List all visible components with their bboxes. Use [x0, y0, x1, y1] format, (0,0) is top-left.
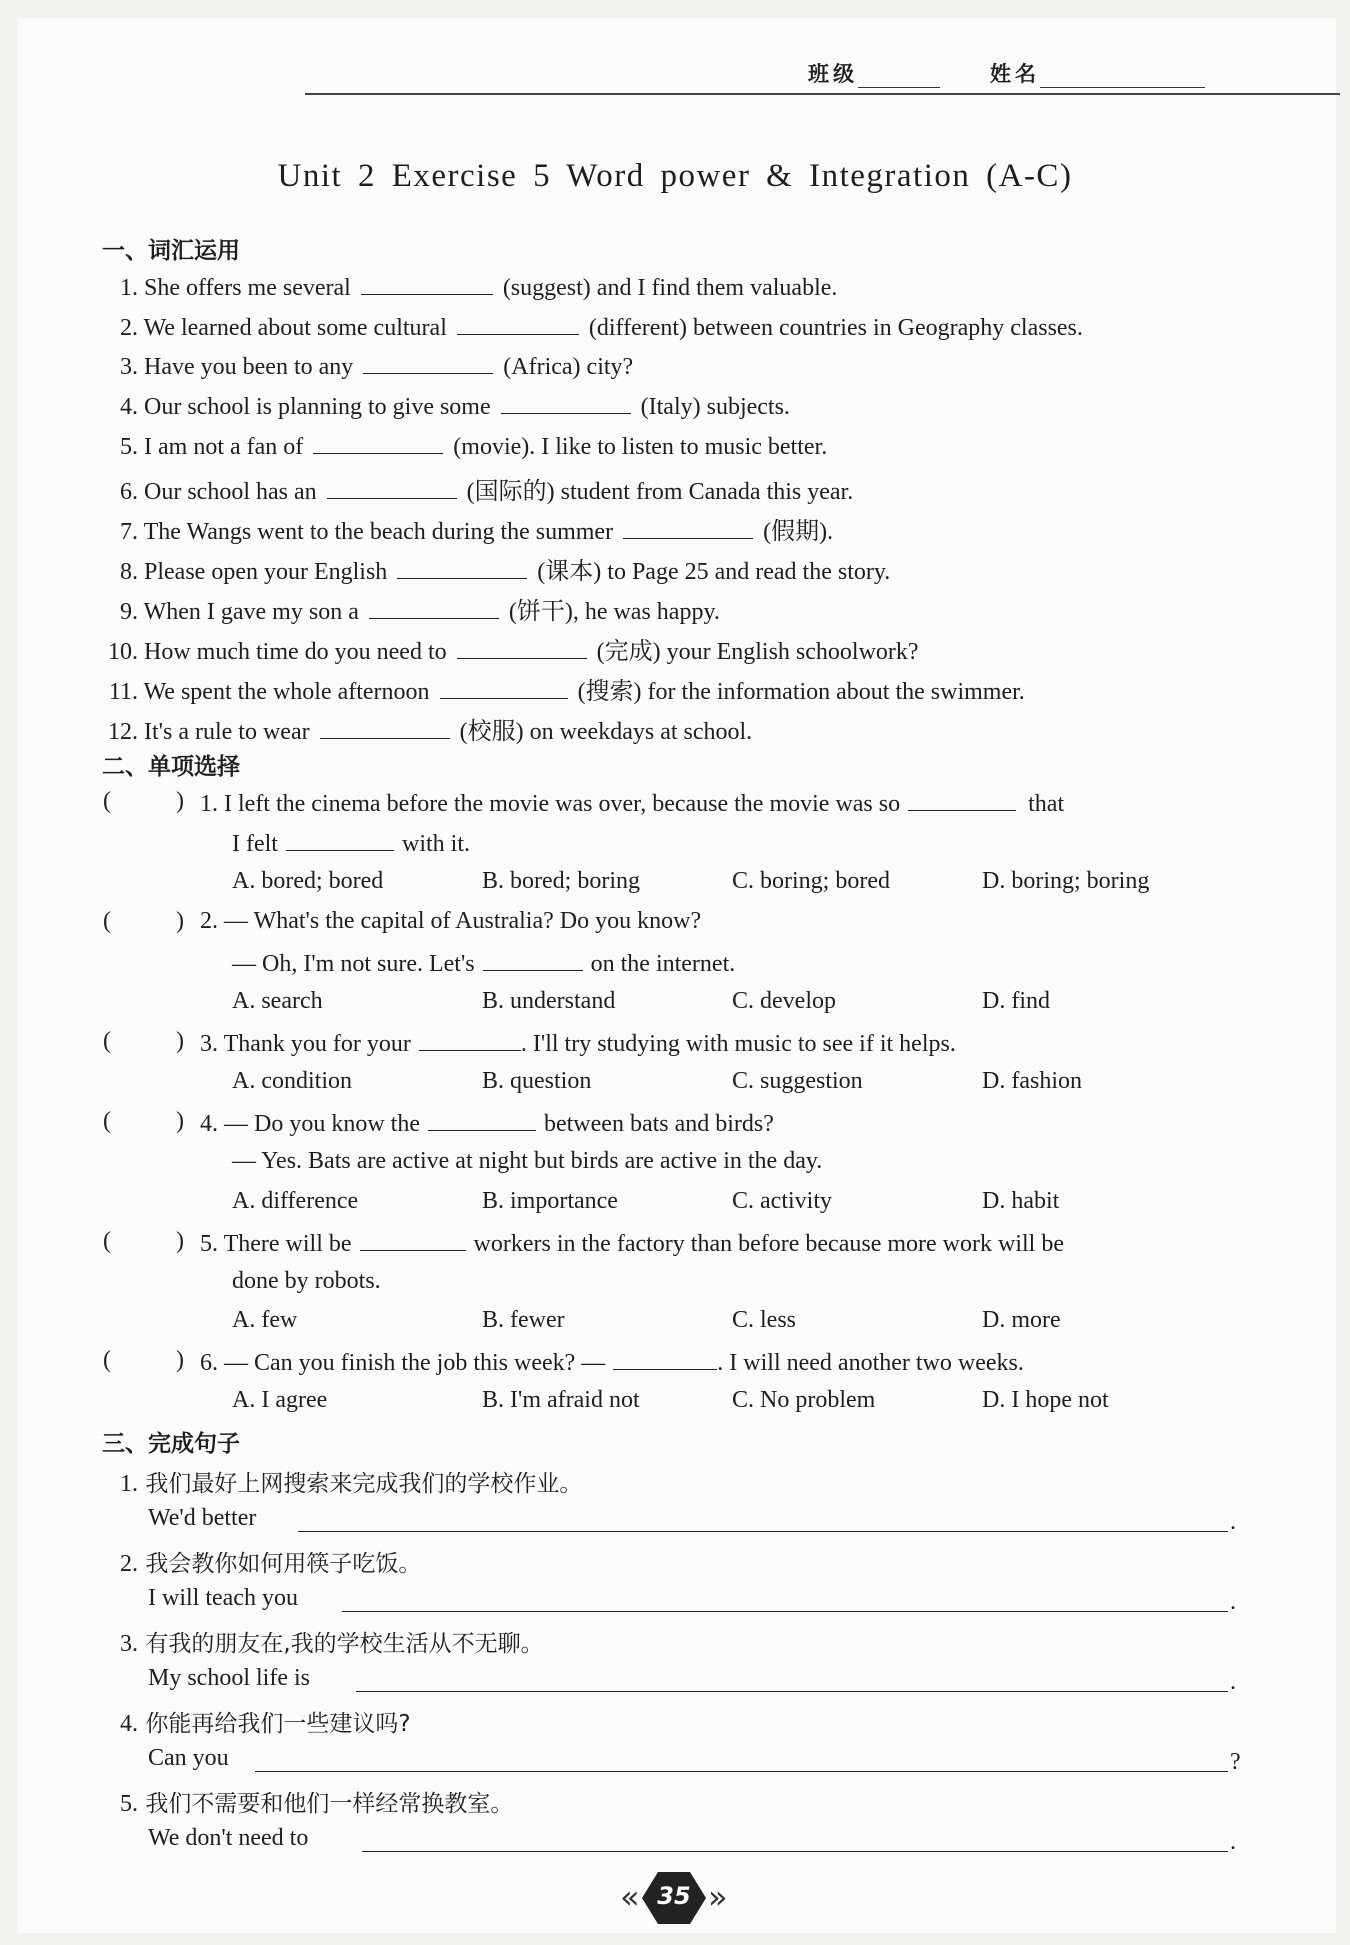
question-text: between bats and birds? [543, 1111, 774, 1137]
answer-blank[interactable] [313, 431, 443, 454]
item-hint: (suggest) and I find them valuable. [502, 275, 838, 301]
answer-blank[interactable] [327, 476, 457, 499]
option-b[interactable]: B. fewer [482, 1307, 565, 1333]
answer-line[interactable] [342, 1611, 1228, 1612]
item-hint: (movie). I like to listen to music better. [453, 434, 828, 460]
vocab-item [104, 272, 837, 302]
mc-question-6 [200, 1347, 1024, 1377]
mc-question-1 [200, 788, 1064, 818]
answer-blank[interactable] [419, 1028, 521, 1051]
item-text: Our school has an [144, 479, 317, 505]
sentence-start: We'd better [148, 1505, 257, 1531]
item-text: We learned about some cultural [143, 315, 447, 341]
vocab-item [104, 631, 919, 666]
answer-blank[interactable] [360, 1228, 466, 1251]
question-number: 5. [200, 1231, 218, 1257]
item-number: 2. [120, 315, 138, 341]
option-a[interactable]: A. few [232, 1307, 298, 1333]
question-number: 1. [200, 791, 218, 817]
option-b[interactable]: B. question [482, 1068, 592, 1094]
vocab-item [104, 391, 790, 421]
option-d[interactable]: D. more [982, 1307, 1061, 1333]
answer-paren-open[interactable]: ( [103, 1347, 111, 1373]
option-d[interactable]: D. boring; boring [982, 868, 1150, 894]
option-d[interactable]: D. fashion [982, 1068, 1082, 1094]
answer-blank[interactable] [501, 391, 631, 414]
question-text: . I will need another two weeks. [717, 1350, 1024, 1376]
answer-blank[interactable] [363, 351, 493, 374]
item-number: 11. [108, 679, 138, 705]
option-d[interactable]: D. I hope not [982, 1387, 1109, 1413]
chinese-sentence: 有我的朋友在,我的学校生活从不无聊。 [145, 1631, 544, 1657]
mc-question-3 [200, 1028, 956, 1058]
class-blank[interactable] [858, 63, 940, 88]
answer-blank[interactable] [320, 716, 450, 739]
item-number: 4. [120, 1711, 138, 1737]
sentence-prompt [104, 1465, 582, 1498]
option-c[interactable]: C. less [732, 1307, 797, 1333]
chinese-sentence: 我会教你如何用筷子吃饭。 [145, 1551, 422, 1577]
left-chevron-icon: « [620, 1878, 640, 1916]
mc-question-4-cont: — Yes. Bats are active at night but birds are active in the day. [232, 1148, 823, 1174]
answer-paren-close[interactable]: ) [176, 908, 184, 934]
item-hint: (饼干), he was happy. [508, 599, 720, 625]
end-punctuation: . [1230, 1509, 1236, 1535]
section-heading-multiple-choice: 二、单项选择 [102, 754, 240, 780]
item-text: I am not a fan of [144, 434, 304, 460]
question-number: 6. [200, 1350, 218, 1376]
option-b[interactable]: B. bored; boring [482, 868, 640, 894]
item-number: 1. [120, 275, 138, 301]
question-text: — Do you know the [224, 1111, 420, 1137]
answer-blank[interactable] [397, 556, 527, 579]
mc-question-5-cont: done by robots. [232, 1268, 381, 1294]
item-text: She offers me several [144, 275, 351, 301]
answer-blank[interactable] [483, 948, 583, 971]
option-a[interactable]: A. I agree [232, 1387, 328, 1413]
sentence-start: Can you [148, 1745, 229, 1771]
question-text: I left the cinema before the movie was over, because the movie was so [224, 791, 901, 817]
item-text: When I gave my son a [143, 599, 359, 625]
item-number: 4. [120, 394, 138, 420]
option-c[interactable]: C. activity [732, 1188, 832, 1214]
question-text: that [1028, 791, 1065, 817]
item-hint: (校服) on weekdays at school. [459, 719, 753, 745]
option-c[interactable]: C. boring; bored [732, 868, 890, 894]
item-number: 6. [120, 479, 138, 505]
vocab-item [104, 471, 853, 506]
section-heading-complete-sentences: 三、完成句子 [102, 1431, 240, 1457]
answer-blank[interactable] [457, 312, 579, 335]
chinese-sentence: 我们不需要和他们一样经常换教室。 [145, 1791, 514, 1817]
question-number: 3. [200, 1031, 218, 1057]
sentence-start: We don't need to [148, 1825, 309, 1851]
answer-blank[interactable] [428, 1108, 536, 1131]
vocab-item [104, 591, 720, 626]
answer-paren-open[interactable]: ( [103, 788, 111, 814]
item-hint: (假期). [763, 519, 834, 545]
item-hint: (课本) to Page 25 and read the story. [537, 559, 891, 585]
answer-paren-close[interactable]: ) [176, 1028, 184, 1054]
item-number: 3. [120, 354, 138, 380]
question-text: There will be [223, 1231, 352, 1257]
item-number: 7. [120, 519, 138, 545]
item-hint: (Italy) subjects. [640, 394, 790, 420]
end-punctuation: . [1230, 1589, 1236, 1615]
answer-blank[interactable] [908, 788, 1016, 811]
question-text: Thank you for your [223, 1031, 411, 1057]
item-number: 3. [120, 1631, 138, 1657]
answer-blank[interactable] [623, 516, 753, 539]
question-text: with it. [401, 831, 470, 857]
answer-paren-close[interactable]: ) [176, 1108, 184, 1134]
sentence-prompt [104, 1545, 421, 1578]
right-chevron-icon: » [708, 1878, 728, 1916]
option-c[interactable]: C. No problem [732, 1387, 876, 1413]
answer-paren-open[interactable]: ( [103, 1028, 111, 1054]
item-number: 2. [120, 1551, 138, 1577]
answer-line[interactable] [255, 1771, 1228, 1772]
name-label: 姓名 [990, 62, 1040, 86]
mc-question-1-cont [232, 828, 470, 858]
answer-paren-close[interactable]: ) [176, 1347, 184, 1373]
mc-question-2 [200, 908, 701, 935]
sentence-prompt [104, 1625, 544, 1658]
chinese-sentence: 你能再给我们一些建议吗? [145, 1711, 411, 1737]
question-text: . I'll try studying with music to see if it helps. [520, 1031, 956, 1057]
page-number: 35 [657, 1882, 691, 1910]
option-a[interactable]: A. search [232, 988, 323, 1014]
item-text: We spent the whole afternoon [143, 679, 430, 705]
header-rule [305, 93, 1340, 95]
vocab-item [104, 671, 1025, 706]
vocab-item [104, 312, 1083, 342]
option-d[interactable]: D. habit [982, 1188, 1060, 1214]
answer-paren-open[interactable]: ( [103, 1108, 111, 1134]
item-text: Please open your English [144, 559, 388, 585]
mc-question-4 [200, 1108, 774, 1138]
end-punctuation: . [1230, 1829, 1236, 1855]
class-label: 班级 [808, 62, 858, 86]
student-info-header [808, 58, 1205, 88]
item-number: 9. [120, 599, 138, 625]
item-text: The Wangs went to the beach during the summer [143, 519, 614, 545]
question-text: on the internet. [590, 951, 736, 977]
item-text: How much time do you need to [144, 639, 447, 665]
item-number: 5. [120, 1791, 138, 1817]
answer-blank[interactable] [361, 272, 493, 295]
item-text: It's a rule to wear [144, 719, 310, 745]
answer-paren-close[interactable]: ) [176, 788, 184, 814]
answer-line[interactable] [356, 1691, 1228, 1692]
answer-blank[interactable] [286, 828, 394, 851]
answer-line[interactable] [298, 1531, 1228, 1532]
item-hint: (different) between countries in Geography classes. [588, 315, 1083, 341]
option-a[interactable]: A. condition [232, 1068, 352, 1094]
vocab-item [104, 351, 633, 381]
vocab-item [104, 711, 752, 746]
section-heading-vocabulary: 一、词汇运用 [102, 238, 240, 264]
mc-question-2-cont [232, 948, 735, 978]
sentence-prompt [104, 1705, 411, 1738]
answer-blank[interactable] [369, 596, 499, 619]
sentence-prompt [104, 1785, 513, 1818]
answer-line[interactable] [362, 1851, 1228, 1852]
option-d[interactable]: D. find [982, 988, 1050, 1014]
answer-paren-close[interactable]: ) [176, 1228, 184, 1254]
end-punctuation: . [1230, 1669, 1236, 1695]
sentence-start: I will teach you [148, 1585, 298, 1611]
vocab-item [104, 551, 890, 586]
answer-blank[interactable] [440, 676, 568, 699]
answer-blank[interactable] [457, 636, 587, 659]
item-hint: (搜索) for the information about the swimmer. [577, 679, 1025, 705]
option-b[interactable]: B. understand [482, 988, 616, 1014]
item-text: Our school is planning to give some [144, 394, 491, 420]
item-number: 12. [108, 719, 138, 745]
page-title: Unit 2 Exercise 5 Word power & Integration (A-C) [277, 158, 1073, 194]
item-hint: (Africa) city? [503, 354, 634, 380]
vocab-item [104, 431, 827, 461]
option-c[interactable]: C. suggestion [732, 1068, 863, 1094]
question-text: I felt [232, 831, 278, 857]
answer-blank[interactable] [613, 1347, 717, 1370]
sentence-start: My school life is [148, 1665, 310, 1691]
item-hint: (完成) your English schoolwork? [596, 639, 919, 665]
end-punctuation: ? [1230, 1749, 1241, 1775]
answer-paren-open[interactable]: ( [103, 908, 111, 934]
item-number: 8. [120, 559, 138, 585]
item-number: 5. [120, 434, 138, 460]
mc-question-5 [200, 1228, 1064, 1258]
question-number: 2. [200, 908, 218, 934]
page-number-badge [620, 1878, 730, 1918]
chinese-sentence: 我们最好上网搜索来完成我们的学校作业。 [145, 1471, 583, 1497]
item-number: 10. [108, 639, 138, 665]
question-text: workers in the factory than before because more work will be [473, 1231, 1064, 1257]
option-c[interactable]: C. develop [732, 988, 836, 1014]
item-hint: (国际的) student from Canada this year. [466, 479, 854, 505]
name-blank[interactable] [1040, 63, 1205, 88]
item-text: Have you been to any [144, 354, 354, 380]
question-text: — Can you finish the job this week? — [224, 1350, 606, 1376]
question-text: — What's the capital of Australia? Do you know? [224, 908, 702, 934]
item-number: 1. [120, 1471, 138, 1497]
option-b[interactable]: B. importance [482, 1188, 618, 1214]
option-b[interactable]: B. I'm afraid not [482, 1387, 640, 1413]
vocab-item [104, 511, 833, 546]
question-text: — Oh, I'm not sure. Let's [232, 951, 475, 977]
answer-paren-open[interactable]: ( [103, 1228, 111, 1254]
option-a[interactable]: A. difference [232, 1188, 359, 1214]
question-number: 4. [200, 1111, 218, 1137]
option-a[interactable]: A. bored; bored [232, 868, 384, 894]
